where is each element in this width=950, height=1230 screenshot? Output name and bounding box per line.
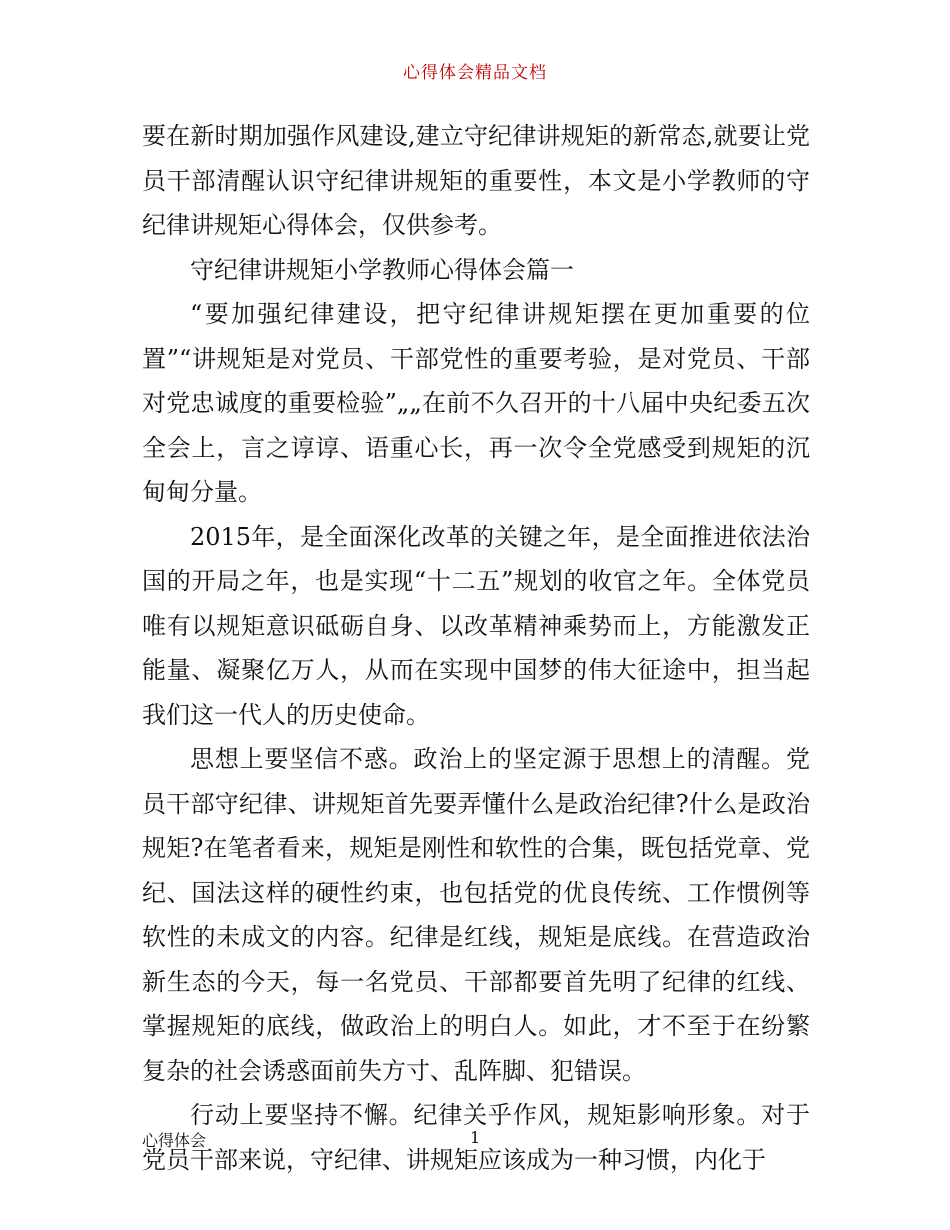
page-number: 1	[470, 1128, 481, 1147]
paragraph-intro: 要在新时期加强作风建设,建立守纪律讲规矩的新常态,就要让党员干部清醒认识守纪律讲规矩的重要性，本文是小学教师的守纪律讲规矩心得体会，仅供参考。	[142, 122, 810, 239]
paragraph-1: “要加强纪律建设，把守纪律讲规矩摆在更加重要的位置”“讲规矩是对党员、干部党性的重要考验，是对党员、干部对党忠诚度的重要检验”„„在前不久召开的十八届中央纪委五次全会上，言之谆谆、语重心长，再一次令全党感受到规矩的沉甸甸分量。	[142, 300, 810, 506]
document-header-title: 心得体会精品文档	[403, 63, 547, 83]
document-body	[142, 114, 810, 1182]
footer-label: 心得体会	[142, 1131, 207, 1150]
section-heading: 守纪律讲规矩小学教师心得体会篇一	[190, 255, 574, 284]
paragraph-3: 思想上要坚信不惑。政治上的坚定源于思想上的清醒。党员干部守纪律、讲规矩首先要弄懂什么是政治纪律?什么是政治规矩?在笔者看来，规矩是刚性和软性的合集，既包括党章、党纪、国法这样的硬性约束，也包括党的优良传统、工作惯例等软性的未成文的内容。纪律是红线，规矩是底线。在营造政治新生态的今天，每一名党员、干部都要首先明了纪律的红线、掌握规矩的底线，做政治上的明白人。如此，才不至于在纷繁复杂的社会诱惑面前失方寸、乱阵脚、犯错误。	[142, 745, 810, 1085]
paragraph-2: 2015年，是全面深化改革的关键之年，是全面推进依法治国的开局之年，也是实现“十二五”规划的收官之年。全体党员唯有以规矩意识砥砺自身、以改革精神乘势而上，方能激发正能量、凝聚亿万人，从而在实现中国梦的伟大征途中，担当起我们这一代人的历史使命。	[142, 522, 810, 729]
paragraph-4: 行动上要坚持不懈。纪律关乎作风，规矩影响形象。对于党员干部来说，守纪律、讲规矩应该成为一种习惯，内化于	[142, 1101, 810, 1174]
